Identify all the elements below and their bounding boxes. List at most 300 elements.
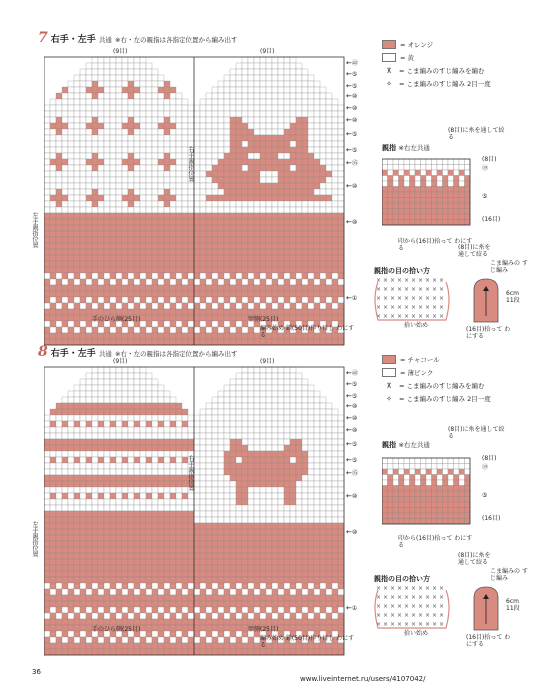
- stitch-cell: [182, 625, 188, 631]
- stitch-cell: [80, 255, 86, 261]
- stitch-cell: [140, 159, 146, 165]
- stitch-cell: [399, 192, 405, 198]
- stitch-cell: [200, 553, 206, 559]
- stitch-cell: [266, 183, 272, 189]
- stitch-cell: [266, 541, 272, 547]
- stitch-cell: [218, 535, 224, 541]
- stitch-cell: [432, 187, 438, 193]
- stitch-cell: [140, 195, 146, 201]
- stitch-cell: [170, 273, 176, 279]
- stitch-cell: [92, 165, 98, 171]
- stitch-cell: [459, 475, 465, 481]
- stitch-cell: [62, 327, 68, 333]
- stitch-cell: [224, 397, 230, 403]
- stitch-cell: [206, 213, 212, 219]
- stitch-cell: [200, 535, 206, 541]
- stitch-cell: [194, 637, 200, 643]
- stitch-cell: [146, 315, 152, 321]
- stitch-cell: [98, 643, 104, 649]
- stitch-cell: [206, 309, 212, 315]
- stitch-cell: [448, 464, 454, 470]
- stitch-cell: [320, 201, 326, 207]
- stitch-cell: [296, 177, 302, 183]
- stitch-cell: [188, 261, 194, 267]
- stitch-cell: [242, 153, 248, 159]
- stitch-cell: [164, 589, 170, 595]
- stitch-cell: [326, 165, 332, 171]
- stitch-cell: [152, 189, 158, 195]
- stitch-cell: [308, 541, 314, 547]
- stitch-cell: [212, 87, 218, 93]
- stitch-cell: [218, 583, 224, 589]
- stitch-cell: [248, 649, 254, 655]
- stitch-cell: [80, 547, 86, 553]
- stitch-cell: [448, 475, 454, 481]
- stitch-cell: [320, 111, 326, 117]
- stitch-cell: [140, 637, 146, 643]
- stitch-cell: [421, 486, 427, 492]
- stitch-cell: [74, 105, 80, 111]
- stitch-cell: [230, 649, 236, 655]
- stitch-cell: [44, 439, 50, 445]
- stitch-cell: [74, 553, 80, 559]
- stitch-cell: [152, 159, 158, 165]
- stitch-cell: [308, 511, 314, 517]
- stitch-cell: [164, 105, 170, 111]
- stitch-cell: [194, 315, 200, 321]
- stitch-cell: [128, 535, 134, 541]
- stitch-cell: [314, 117, 320, 123]
- stitch-cell: [86, 427, 92, 433]
- stitch-cell: [188, 129, 194, 135]
- stitch-cell: [62, 213, 68, 219]
- stitch-cell: [128, 219, 134, 225]
- stitch-cell: [212, 523, 218, 529]
- stitch-cell: [242, 589, 248, 595]
- stitch-cell: [302, 177, 308, 183]
- stitch-cell: [415, 464, 421, 470]
- stitch-cell: [86, 589, 92, 595]
- stitch-cell: [80, 171, 86, 177]
- stitch-cell: [194, 183, 200, 189]
- stitch-cell: [260, 183, 266, 189]
- stitch-cell: [224, 493, 230, 499]
- stitch-cell: [62, 297, 68, 303]
- stitch-cell: [338, 303, 344, 309]
- stitch-cell: [80, 577, 86, 583]
- stitch-cell: [338, 129, 344, 135]
- stitch-cell: [230, 613, 236, 619]
- stitch-cell: [68, 445, 74, 451]
- stitch-cell: [254, 505, 260, 511]
- stitch-cell: [248, 469, 254, 475]
- stitch-cell: [272, 87, 278, 93]
- stitch-cell: [278, 285, 284, 291]
- stitch-cell: [308, 309, 314, 315]
- stitch-cell: [116, 117, 122, 123]
- stitch-cell: [56, 279, 62, 285]
- stitch-cell: [308, 201, 314, 207]
- stitch-cell: [448, 181, 454, 187]
- stitch-cell: [290, 487, 296, 493]
- stitch-cell: [122, 93, 128, 99]
- stitch-cell: [170, 403, 176, 409]
- stitch-cell: [320, 487, 326, 493]
- stitch-cell: [134, 577, 140, 583]
- stitch-cell: [98, 309, 104, 315]
- stitch-cell: [236, 315, 242, 321]
- stitch-cell: [212, 183, 218, 189]
- stitch-cell: [80, 195, 86, 201]
- stitch-cell: [98, 577, 104, 583]
- stitch-cell: [206, 481, 212, 487]
- stitch-cell: [122, 601, 128, 607]
- stitch-cell: [290, 505, 296, 511]
- stitch-cell: [326, 499, 332, 505]
- stitch-cell: [415, 458, 421, 464]
- stitch-cell: [278, 207, 284, 213]
- stitch-cell: [104, 327, 110, 333]
- stitch-cell: [206, 99, 212, 105]
- stitch-cell: [284, 541, 290, 547]
- stitch-cell: [68, 535, 74, 541]
- stitch-cell: [308, 99, 314, 105]
- stitch-cell: [266, 105, 272, 111]
- stitch-cell: [116, 511, 122, 517]
- stitch-cell: [266, 231, 272, 237]
- stitch-cell: [182, 327, 188, 333]
- stitch-cell: [188, 249, 194, 255]
- stitch-cell: [302, 451, 308, 457]
- stitch-cell: [182, 649, 188, 655]
- stitch-cell: [230, 481, 236, 487]
- stitch-cell: [50, 207, 56, 213]
- stitch-cell: [110, 469, 116, 475]
- stitch-cell: [410, 176, 416, 182]
- stitch-cell: [236, 243, 242, 249]
- stitch-cell: [272, 237, 278, 243]
- stitch-cell: [86, 111, 92, 117]
- stitch-cell: [194, 571, 200, 577]
- stitch-cell: [254, 583, 260, 589]
- stitch-cell: [332, 511, 338, 517]
- stitch-cell: [86, 93, 92, 99]
- stitch-cell: [158, 165, 164, 171]
- stitch-cell: [266, 547, 272, 553]
- stitch-cell: [437, 464, 443, 470]
- stitch-cell: [194, 117, 200, 123]
- stitch-cell: [404, 187, 410, 193]
- stitch-cell: [104, 607, 110, 613]
- stitch-cell: [68, 261, 74, 267]
- stitch-cell: [104, 415, 110, 421]
- stitch-cell: [116, 147, 122, 153]
- stitch-cell: [98, 487, 104, 493]
- stitch-cell: [140, 117, 146, 123]
- stitch-cell: [272, 481, 278, 487]
- stitch-cell: [308, 493, 314, 499]
- stitch-cell: [122, 607, 128, 613]
- stitch-cell: [266, 213, 272, 219]
- stitch-cell: [415, 469, 421, 475]
- stitch-cell: [170, 195, 176, 201]
- stitch-cell: [272, 291, 278, 297]
- stitch-cell: [254, 499, 260, 505]
- stitch-cell: [182, 249, 188, 255]
- stitch-cell: [194, 415, 200, 421]
- stitch-cell: [448, 159, 454, 165]
- stitch-cell: [284, 529, 290, 535]
- stitch-cell: [116, 559, 122, 565]
- stitch-cell: [98, 451, 104, 457]
- stitch-cell: [104, 129, 110, 135]
- stitch-cell: [164, 583, 170, 589]
- stitch-cell: [272, 75, 278, 81]
- stitch-cell: [98, 385, 104, 391]
- stitch-cell: [437, 176, 443, 182]
- stitch-cell: [122, 619, 128, 625]
- stitch-cell: [278, 595, 284, 601]
- stitch-cell: [152, 463, 158, 469]
- stitch-cell: [170, 243, 176, 249]
- stitch-cell: [332, 505, 338, 511]
- stitch-cell: [176, 285, 182, 291]
- stitch-cell: [320, 517, 326, 523]
- stitch-cell: [242, 511, 248, 517]
- stitch-cell: [326, 403, 332, 409]
- stitch-cell: [218, 529, 224, 535]
- stitch-cell: [116, 171, 122, 177]
- stitch-cell: [320, 177, 326, 183]
- stitch-cell: [176, 403, 182, 409]
- stitch-cell: [284, 339, 290, 345]
- stitch-cell: [158, 487, 164, 493]
- stitch-cell: [128, 427, 134, 433]
- stitch-cell: [122, 255, 128, 261]
- stitch-cell: [170, 463, 176, 469]
- stitch-cell: [134, 153, 140, 159]
- stitch-cell: [140, 141, 146, 147]
- stitch-cell: [260, 529, 266, 535]
- stitch-cell: [272, 535, 278, 541]
- stitch-cell: [104, 195, 110, 201]
- stitch-cell: [152, 93, 158, 99]
- stitch-cell: [128, 589, 134, 595]
- stitch-cell: [302, 505, 308, 511]
- stitch-cell: [50, 505, 56, 511]
- stitch-cell: [146, 631, 152, 637]
- stitch-cell: [272, 303, 278, 309]
- stitch-cell: [86, 373, 92, 379]
- stitch-cell: [465, 464, 471, 470]
- stitch-cell: [44, 451, 50, 457]
- stitch-cell: [98, 541, 104, 547]
- stitch-cell: [314, 451, 320, 457]
- stitch-cell: [314, 469, 320, 475]
- stitch-cell: [230, 309, 236, 315]
- stitch-cell: [128, 493, 134, 499]
- row-number: ㉟: [351, 160, 358, 167]
- stitch-cell: [122, 529, 128, 535]
- stitch-cell: [122, 535, 128, 541]
- stitch-cell: [164, 457, 170, 463]
- stitch-cell: [242, 529, 248, 535]
- stitch-cell: [188, 195, 194, 201]
- stitch-cell: [296, 373, 302, 379]
- stitch-cell: [134, 267, 140, 273]
- stitch-cell: [122, 571, 128, 577]
- stitch-cell: [92, 505, 98, 511]
- stitch-cell: [200, 165, 206, 171]
- stitch-cell: [272, 373, 278, 379]
- stitch-cell: [302, 135, 308, 141]
- stitch-cell: [146, 93, 152, 99]
- stitch-cell: [224, 249, 230, 255]
- stitch-cell: [194, 631, 200, 637]
- stitch-cell: [116, 297, 122, 303]
- stitch-mark: ×: [418, 313, 424, 320]
- thumb-side-top: (8目)に糸を 通して絞る: [458, 244, 491, 258]
- stitch-cell: [152, 517, 158, 523]
- stitch-cell: [284, 141, 290, 147]
- stitch-cell: [308, 571, 314, 577]
- stitch-cell: [80, 553, 86, 559]
- stitch-cell: [218, 619, 224, 625]
- stitch-cell: [296, 421, 302, 427]
- stitch-cell: [296, 291, 302, 297]
- stitch-cell: [206, 409, 212, 415]
- stitch-cell: [242, 379, 248, 385]
- arrow-left-icon: ←: [346, 380, 352, 388]
- stitch-cell: [134, 129, 140, 135]
- stitch-cell: [320, 279, 326, 285]
- stitch-cell: [44, 201, 50, 207]
- stitch-cell: [98, 273, 104, 279]
- stitch-cell: [388, 480, 394, 486]
- stitch-cell: [170, 231, 176, 237]
- stitch-cell: [338, 547, 344, 553]
- stitch-cell: [248, 231, 254, 237]
- stitch-cell: [164, 553, 170, 559]
- stitch-cell: [98, 255, 104, 261]
- stitch-cell: [260, 177, 266, 183]
- stitch-cell: [254, 535, 260, 541]
- stitch-cell: [92, 141, 98, 147]
- stitch-cell: [320, 493, 326, 499]
- stitch-mark: ×: [439, 313, 445, 320]
- stitch-cell: [146, 309, 152, 315]
- stitch-cell: [272, 105, 278, 111]
- stitch-cell: [74, 619, 80, 625]
- stitch-cell: [98, 285, 104, 291]
- stitch-cell: [116, 475, 122, 481]
- stitch-cell: [404, 203, 410, 209]
- stitch-cell: [158, 207, 164, 213]
- stitch-cell: [158, 249, 164, 255]
- stitch-cell: [236, 99, 242, 105]
- stitch-cell: [86, 189, 92, 195]
- stitch-cell: [170, 99, 176, 105]
- stitch-cell: [74, 457, 80, 463]
- stitch-cell: [140, 69, 146, 75]
- stitch-cell: [68, 565, 74, 571]
- stitch-cell: [188, 267, 194, 273]
- stitch-cell: [110, 81, 116, 87]
- stitch-cell: [50, 321, 56, 327]
- stitch-cell: [56, 535, 62, 541]
- stitch-cell: [459, 469, 465, 475]
- stitch-cell: [176, 451, 182, 457]
- stitch-cell: [68, 403, 74, 409]
- stitch-cell: [296, 255, 302, 261]
- stitch-cell: [140, 129, 146, 135]
- stitch-cell: [296, 261, 302, 267]
- stitch-cell: [296, 165, 302, 171]
- stitch-cell: [92, 117, 98, 123]
- stitch-cell: [86, 439, 92, 445]
- stitch-cell: [98, 517, 104, 523]
- stitch-cell: [110, 385, 116, 391]
- stitch-cell: [122, 327, 128, 333]
- stitch-cell: [80, 487, 86, 493]
- stitch-cell: [176, 309, 182, 315]
- stitch-cell: [50, 111, 56, 117]
- stitch-cell: [122, 207, 128, 213]
- stitch-cell: [164, 159, 170, 165]
- stitch-cell: [296, 135, 302, 141]
- stitch-cell: [104, 373, 110, 379]
- stitch-cell: [98, 231, 104, 237]
- stitch-cell: [212, 403, 218, 409]
- stitch-mark: ×: [404, 313, 410, 320]
- stitch-cell: [110, 553, 116, 559]
- stitch-cell: [68, 165, 74, 171]
- stitch-cell: [62, 469, 68, 475]
- stitch-cell: [218, 559, 224, 565]
- stitch-cell: [284, 397, 290, 403]
- stitch-cell: [188, 535, 194, 541]
- stitch-cell: [176, 111, 182, 117]
- stitch-cell: [302, 297, 308, 303]
- stitch-cell: [200, 105, 206, 111]
- stitch-cell: [206, 571, 212, 577]
- stitch-cell: [326, 415, 332, 421]
- stitch-cell: [296, 493, 302, 499]
- stitch-cell: [116, 165, 122, 171]
- stitch-cell: [170, 589, 176, 595]
- stitch-cell: [128, 397, 134, 403]
- stitch-cell: [122, 135, 128, 141]
- stitch-cell: [236, 273, 242, 279]
- stitch-cell: [404, 159, 410, 165]
- stitch-cell: [62, 93, 68, 99]
- stitch-cell: [74, 147, 80, 153]
- stitch-cell: [86, 379, 92, 385]
- stitch-cell: [320, 153, 326, 159]
- stitch-cell: [454, 187, 460, 193]
- stitch-cell: [158, 469, 164, 475]
- stitch-cell: [236, 159, 242, 165]
- stitch-cell: [308, 505, 314, 511]
- stitch-cell: [146, 601, 152, 607]
- stitch-mark: ×: [390, 313, 396, 320]
- stitch-cell: [110, 267, 116, 273]
- stitch-cell: [242, 249, 248, 255]
- stitch-cell: [212, 111, 218, 117]
- stitch-cell: [284, 373, 290, 379]
- stitch-cell: [224, 559, 230, 565]
- stitch-cell: [314, 409, 320, 415]
